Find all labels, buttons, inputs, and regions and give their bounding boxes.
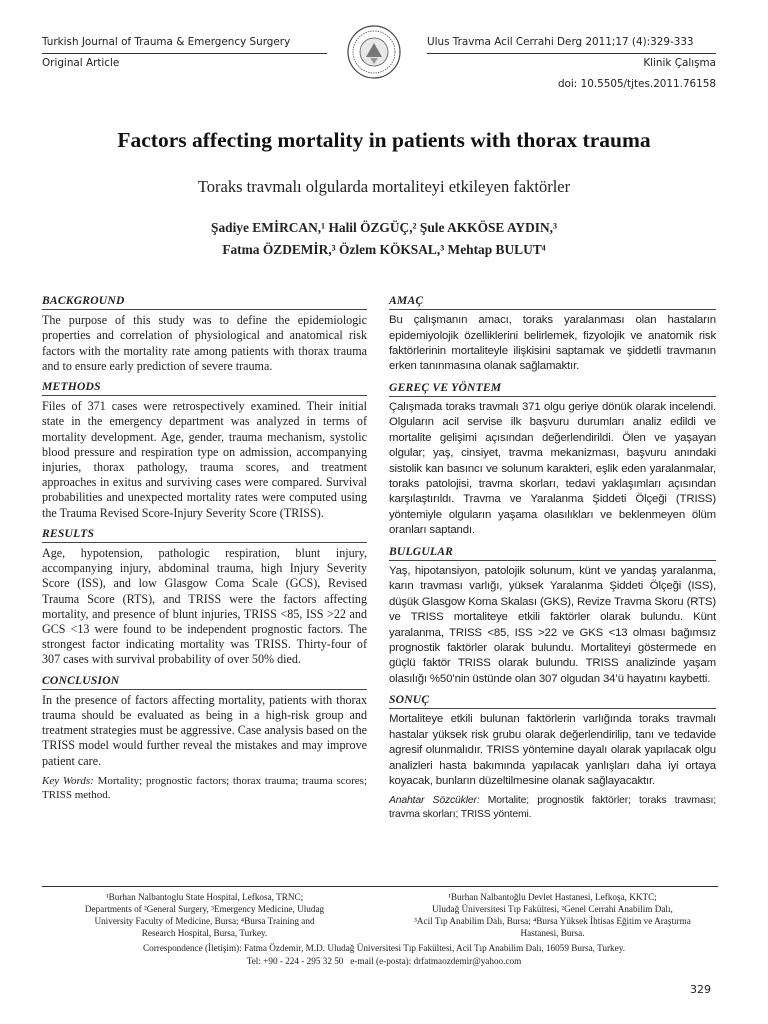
affiliation-line: Hastanesi, Bursa.	[520, 928, 585, 938]
affiliation-line: ¹Burhan Nalbantoğlu Devlet Hastanesi, Lefkoşa, KKTC;	[448, 892, 657, 902]
abstract-en	[42, 293, 367, 802]
email-label: e-mail (e-posta):	[350, 956, 412, 966]
section-heading: CONCLUSION	[42, 673, 367, 690]
affiliation-line: ¹Burhan Nalbantoglu State Hospital, Lefkosa, TRNC;	[105, 892, 304, 902]
section-heading: BULGULAR	[389, 544, 716, 561]
affiliations-tr	[389, 891, 716, 939]
section-heading: AMAÇ	[389, 293, 716, 310]
article-type-tr: Klinik Çalışma	[643, 57, 716, 69]
abstract-tr	[389, 293, 716, 822]
section-heading: BACKGROUND	[42, 293, 367, 310]
doi: doi: 10.5505/tjtes.2011.76158	[557, 78, 716, 90]
correspondence-text: Fatma Özdemir, M.D. Uludağ Üniversitesi Tıp Fakültesi, Acil Tıp Anabilim Dalı, 16059 Bursa, Turkey.	[244, 943, 625, 953]
contact-line	[0, 956, 768, 966]
keywords-text: Mortalite; prognostik faktörler; toraks travması; travma skorları; TRISS yöntemi.	[389, 795, 716, 821]
section-text: In the presence of factors affecting mortality, patients with thorax trauma should be evaluated as being in a high-risk group and treatment strategies must be aggressive. Case analysis based on the TRISS model would further reveal the mistakes and may improve patient care.	[42, 692, 367, 768]
affiliation-line: University Faculty of Medicine, Bursa; ⁴Bursa Training and	[94, 916, 315, 926]
header-rule-right	[427, 53, 716, 54]
section-text: Çalışmada toraks travmalı 371 olgu geriye dönük olarak incelendi. Olguların acil servise ilk başvuru durumları analiz edildi ve mortalite gelişimi açısından değerlendirildi. Ölen ve yaşayan olgular; yaş, cinsiyet, travma mekanizması, başvuru anındaki sistolik kan basıncı ve solunum karakteri, eşlik eden yaralanmalar, toraks patolojisi, travma skorları, tedavi yaklaşımları açısından karşılaştırıldı. Travma ve Yaralanma Şiddeti Ölçeği (TRISS) yöntemiyle olguların yaşama olasılıkları ve beklenmeyen ölüm oranları saptandı.	[389, 401, 716, 537]
section-text: Mortaliteye etkili bulunan faktörlerin varlığında toraks travmalı hastalar yüksek risk grubu olarak değerlendirilip, tanı ve tedavide agresif olunmalıdır. TRISS yöntemine dayalı olarak yapılacak olgu analizleri hasta bakımında yapılacak yanlışları daha iyi ortaya koyacak, bunların düzeltilmesine olanak sağlayacaktır.	[389, 713, 716, 787]
article-type-en: Original Article	[42, 57, 120, 69]
section-heading: SONUÇ	[389, 692, 716, 709]
section-text: Yaş, hipotansiyon, patolojik solunum, künt ve yandaş yaralanma, karın travması varlığı, yüksek Yaralanma Şiddeti Ölçeği (ISS), düşük Glasgow Koma Skalası (GKS), Revize Travma Skoru (RTS) ve TRISS mortaliteye etkili faktörler olarak bulundu. Künt yaralanma, TRISS <85, ISS >22 ve GKS <13 olması bağımsız prognostik faktörler olarak bulundu. Mortaliteyi göstermede en güçlü faktör TRISS olarak bulundu. TRISS analizinde yaşam olasılığı %50’nin üstünde olan 307 olgudan 34’ü hayatını kaybetti.	[389, 564, 716, 685]
keywords-label: Key Words:	[42, 774, 94, 787]
affiliations-en	[42, 891, 367, 939]
keywords-tr	[389, 794, 716, 822]
section-heading: METHODS	[42, 379, 367, 396]
affiliation-line: Uludağ Üniversitesi Tıp Fakültesi, ²Genel Cerrahi Anabilim Dalı,	[432, 904, 673, 914]
header-rule-left	[42, 53, 327, 54]
authors-line-1: Şadiye EMİRCAN,¹ Halil ÖZGÜÇ,² Şule AKKÖSE AYDIN,³	[211, 220, 557, 235]
keywords-text: Mortality; prognostic factors; thorax trauma; trauma scores; TRISS method.	[42, 774, 368, 801]
correspondence-line	[0, 943, 768, 953]
journal-name-tr: Ulus Travma Acil Cerrahi Derg 2011;17 (4):329-333	[427, 36, 694, 48]
section-text: Files of 371 cases were retrospectively examined. Their initial state in the emergency department was analyzed in terms of mortality development. Age, gender, trauma mechanism, systolic blood pressure and respiration type on admission, accompanying injuries, thorax pathology, trauma scores, and treatment approaches in exitus and surviving cases were compared. Survival probabilities and unexpected mortality rates were computed using the Trauma Revised Score-Injury Severity Score (TRISS).	[42, 399, 367, 520]
section-text: Age, hypotension, pathologic respiration, blunt injury, accompanying injury, abdominal trauma, high Injury Severity Score (ISS), and low Glasgow Coma Scale (GCS), Revised Trauma Score (RTS), and TRISS were the factors affecting mortality, and presence of blunt injuries, TRISS <85, ISS >22 and GCS <13 were found to be independent prognostic factors. The strongest factor indicating mortality was TRISS. Thirty-four of 307 cases with survival probability of over 50% died.	[42, 546, 367, 667]
email-link[interactable]: drfatmaozdemir@yahoo.com	[413, 956, 522, 966]
page-number: 329	[690, 983, 711, 996]
section-heading: RESULTS	[42, 526, 367, 543]
footer-rule	[42, 886, 718, 887]
affiliation-line: ³Acil Tıp Anabilim Dalı, Bursa; ⁴Bursa Yüksek İhtisas Eğitim ve Araştırma	[414, 916, 691, 926]
article-title: Factors affecting mortality in patients with thorax trauma	[117, 128, 651, 152]
authors-line-2: Fatma ÖZDEMİR,³ Özlem KÖKSAL,³ Mehtap BULUT⁴	[222, 242, 546, 257]
correspondence-label: Correspondence (İletişim):	[143, 943, 242, 953]
society-seal-icon	[346, 24, 402, 80]
affiliation-line: Departments of ²General Surgery, ³Emergency Medicine, Uludag	[84, 904, 325, 914]
article-subtitle: Toraks travmalı olgularda mortaliteyi etkileyen faktörler	[197, 177, 571, 196]
affiliation-line: Research Hospital, Bursa, Turkey.	[141, 928, 268, 938]
section-heading: GEREÇ VE YÖNTEM	[389, 380, 716, 397]
keywords-en	[42, 774, 367, 802]
journal-name-en: Turkish Journal of Trauma & Emergency Surgery	[42, 36, 291, 48]
section-text: Bu çalışmanın amacı, toraks yaralanması olan hastaların epidemiyolojik özelliklerini belirlemek, fizyolojik ve anatomik risk faktörlerinin mortaliteyle ilişkisini saptamak ve şiddetli travmanın erken tanınmasına olanak sağlamaktır.	[389, 314, 716, 373]
section-text: The purpose of this study was to define the epidemiologic properties and correlation of physiological and anatomical risk factors with the mortality rate among patients with thorax trauma and to ensure early prediction of severe trauma.	[42, 313, 367, 373]
keywords-label: Anahtar Sözcükler:	[389, 795, 480, 807]
telephone: Tel: +90 - 224 - 295 32 50	[246, 956, 344, 966]
